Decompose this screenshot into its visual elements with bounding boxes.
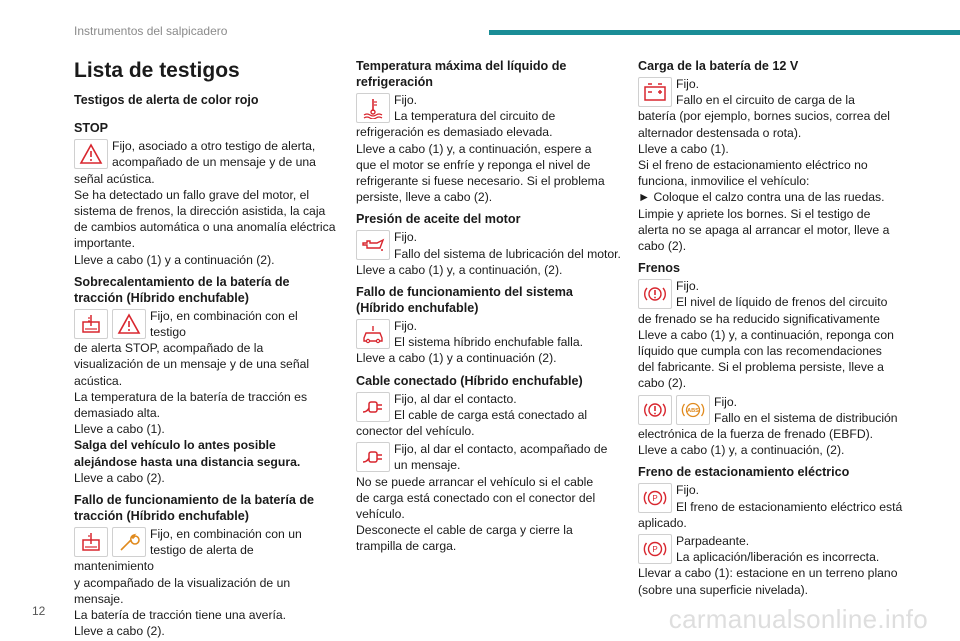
- text-line: Si el freno de estacionamiento eléctrico no: [638, 158, 868, 173]
- text-line: Fijo, asociado a otro testigo de alerta,: [112, 139, 316, 154]
- failure-section: [74, 526, 336, 639]
- text-line: cabo (2).: [638, 376, 687, 391]
- charging-plug-icon: [356, 392, 390, 422]
- parking-heading: Freno de estacionamiento eléctrico: [638, 465, 850, 480]
- text-line: La aplicación/liberación es incorrecta.: [676, 550, 880, 565]
- wrench-icon: [112, 527, 146, 557]
- text-line: La temperatura de la batería de tracción es: [74, 389, 308, 404]
- text-line: visualización de un mensaje y de una señal: [74, 357, 310, 372]
- text-line: de carga está conectado con el conector del: [356, 490, 596, 505]
- text-line: importante.: [74, 236, 135, 251]
- text-line: Fijo, en combinación con un: [150, 527, 302, 542]
- text-line: del fabricante. Si el problema persiste, lleve a: [638, 360, 884, 375]
- battery-section: [638, 76, 906, 254]
- text-line: El nivel de líquido de frenos del circuito: [676, 295, 888, 310]
- text-line: refrigerante si fuese necesario. Si el problema: [356, 174, 605, 189]
- column-2: [356, 58, 622, 557]
- ebfd-section: [638, 394, 906, 459]
- text-line: cabo (2).: [638, 239, 687, 254]
- brakes-heading: Frenos: [638, 261, 680, 276]
- text-line: vehículo.: [356, 507, 405, 522]
- text-line: Fijo.: [676, 77, 700, 91]
- parking-brake-icon: [638, 483, 672, 513]
- text-line: Lleve a cabo (1) y, a continuación, (2).: [356, 262, 563, 277]
- overheat-section: [74, 308, 336, 486]
- text-line: Fijo.: [394, 93, 418, 107]
- text-line: señal acústica.: [74, 171, 155, 186]
- text-line: El freno de estacionamiento eléctrico está: [676, 499, 903, 514]
- text-line: Limpie y apriete los bornes. Si el testigo de: [638, 206, 871, 221]
- oil-can-icon: [356, 230, 390, 260]
- text-line: acústica.: [74, 373, 123, 388]
- svg-text:P: P: [652, 545, 658, 555]
- text-line: Fijo.: [394, 230, 418, 245]
- svg-text:P: P: [652, 494, 658, 504]
- text-line: Lleve a cabo (1) y a continuación (2).: [356, 351, 557, 366]
- text-line: Llevar a cabo (1): estacione en un terreno plano: [638, 566, 898, 581]
- svg-text:ABS: ABS: [687, 407, 699, 414]
- battery-icon: [74, 527, 108, 557]
- text-line: Fallo del sistema de lubricación del motor.: [394, 246, 621, 261]
- text-line: Fijo.: [394, 319, 418, 334]
- text-line: refrigeración es demasiado elevada.: [356, 125, 553, 140]
- text-line: de cambios automática o una anomalía eléctrica: [74, 220, 336, 235]
- text-line: trampilla de carga.: [356, 539, 457, 554]
- cable-section-b: [356, 441, 622, 554]
- text-line: Se ha detectado un fallo grave del motor, el: [74, 187, 310, 202]
- hybrid-heading: Fallo de funcionamiento del sistema (Híbrido enchufable): [356, 285, 573, 316]
- coolant-heading: Temperatura máxima del líquido de refrigeración: [356, 59, 567, 89]
- hybrid-section: [356, 318, 622, 367]
- text-line: conector del vehículo.: [356, 424, 475, 439]
- warning-triangle-icon: [112, 309, 146, 339]
- text-line: Parpadeante.: [676, 534, 750, 549]
- parking-brake-icon: [638, 534, 672, 564]
- battery-temperature-icon: [74, 309, 108, 339]
- text-line: batería (por ejemplo, bornes sucios, correa del: [638, 109, 891, 124]
- text-line: Lleve a cabo (1) y a continuación (2).: [74, 252, 275, 267]
- text-line: de alerta STOP, acompañado de la: [74, 341, 264, 356]
- text-line: Fijo, en combinación con el testigo: [150, 308, 298, 340]
- brake-warning-icon: [638, 279, 672, 309]
- page-number: 12: [32, 604, 46, 618]
- header-accent-bar: [489, 30, 960, 35]
- text-line: El sistema híbrido enchufable falla.: [394, 335, 584, 350]
- text-line: Lleve a cabo (1) y, a continuación, espere a: [356, 141, 592, 156]
- parking-flash-section: [638, 533, 906, 598]
- text-line: Desconecte el cable de carga y cierre la: [356, 523, 573, 538]
- battery-charge-icon: [638, 77, 672, 107]
- text-line: Fijo.: [676, 483, 700, 498]
- text-line: acompañado de un mensaje y de una: [112, 155, 316, 170]
- stop-heading: STOP: [74, 121, 109, 136]
- text-line: que el motor se enfríe y reponga el nivel de: [356, 157, 591, 172]
- stop-section: [74, 138, 336, 268]
- text-line-bold: alejándose hasta una distancia segura.: [74, 454, 301, 469]
- column-3: [638, 58, 906, 600]
- text-line: La batería de tracción tiene una avería.: [74, 608, 287, 623]
- charging-plug-icon: [356, 442, 390, 472]
- text-line: Fijo, al dar el contacto, acompañado de: [394, 442, 608, 457]
- parking-section: [638, 482, 906, 531]
- text-line: sistema de frenos, la dirección asistida, la caja: [74, 204, 326, 219]
- watermark: carmanualsonline.info: [668, 604, 928, 634]
- text-line: Fijo.: [676, 279, 700, 294]
- text-line: La temperatura del circuito de: [394, 109, 556, 124]
- text-line: Lleve a cabo (2).: [74, 470, 165, 485]
- text-line: Lleve a cabo (1) y, a continuación, reponga con: [638, 327, 894, 342]
- failure-heading: Fallo de funcionamiento de la batería de tracción (Híbrido enchufable): [74, 493, 315, 524]
- cable-section-a: [356, 391, 622, 440]
- coolant-temperature-icon: [356, 93, 390, 123]
- text-line: aplicado.: [638, 515, 687, 530]
- text-line: Lleve a cabo (1).: [638, 141, 729, 156]
- text-line: ► Coloque el calzo contra una de las ruedas.: [638, 190, 885, 205]
- text-line: Lleve a cabo (1) y, a continuación, (2).: [638, 443, 845, 458]
- text-line: líquido que cumpla con las recomendaciones: [638, 344, 882, 359]
- cable-heading: Cable conectado (Híbrido enchufable): [356, 373, 583, 388]
- overheat-heading: Sobrecalentamiento de la batería de tracción (Híbrido enchufable): [74, 274, 290, 305]
- brakes-section: [638, 278, 906, 391]
- text-line: Lleve a cabo (1).: [74, 422, 165, 437]
- text-line: Fallo en el circuito de carga de la: [676, 93, 855, 108]
- text-line: y acompañado de la visualización de un: [74, 575, 291, 590]
- text-line: persiste, lleve a cabo (2).: [356, 190, 493, 205]
- car-fault-icon: [356, 319, 390, 349]
- text-line: Fallo en el sistema de distribución: [714, 410, 898, 425]
- oil-section: [356, 229, 622, 278]
- page-title: Lista de testigos: [74, 59, 240, 82]
- brake-warning-icon: [638, 395, 672, 425]
- text-line: Fijo.: [714, 394, 738, 409]
- text-line: (sobre una superficie nivelada).: [638, 582, 809, 597]
- text-line: electrónica de la fuerza de frenado (EBFD).: [638, 427, 874, 442]
- column-1: [74, 58, 336, 641]
- text-line: mensaje.: [74, 591, 124, 606]
- text-line: un mensaje.: [394, 458, 461, 473]
- text-line: funciona, inmovilice el vehículo:: [638, 174, 810, 189]
- text-line: de frenado se ha reducido significativamente: [638, 311, 880, 326]
- oil-heading: Presión de aceite del motor: [356, 212, 521, 227]
- page-header-title: Instrumentos del salpicadero: [74, 24, 228, 38]
- section-subtitle: Testigos de alerta de color rojo: [74, 93, 259, 107]
- text-line: Fijo, al dar el contacto.: [394, 391, 517, 406]
- text-line: demasiado alta.: [74, 406, 161, 421]
- text-line-bold: Salga del vehículo lo antes posible: [74, 438, 276, 453]
- warning-triangle-icon: [74, 139, 108, 169]
- text-line: alternador destensada o rota).: [638, 125, 802, 140]
- text-line: alerta no se apaga al arrancar el motor, lleve a: [638, 222, 890, 237]
- text-line: No se puede arrancar el vehículo si el cable: [356, 474, 594, 489]
- battery-heading: Carga de la batería de 12 V: [638, 59, 799, 73]
- text-line: testigo de alerta de mantenimiento: [74, 543, 254, 574]
- text-line: El cable de carga está conectado al: [394, 407, 588, 422]
- abs-icon: [676, 395, 710, 425]
- text-line: Lleve a cabo (2).: [74, 624, 165, 639]
- coolant-section: [356, 92, 622, 205]
